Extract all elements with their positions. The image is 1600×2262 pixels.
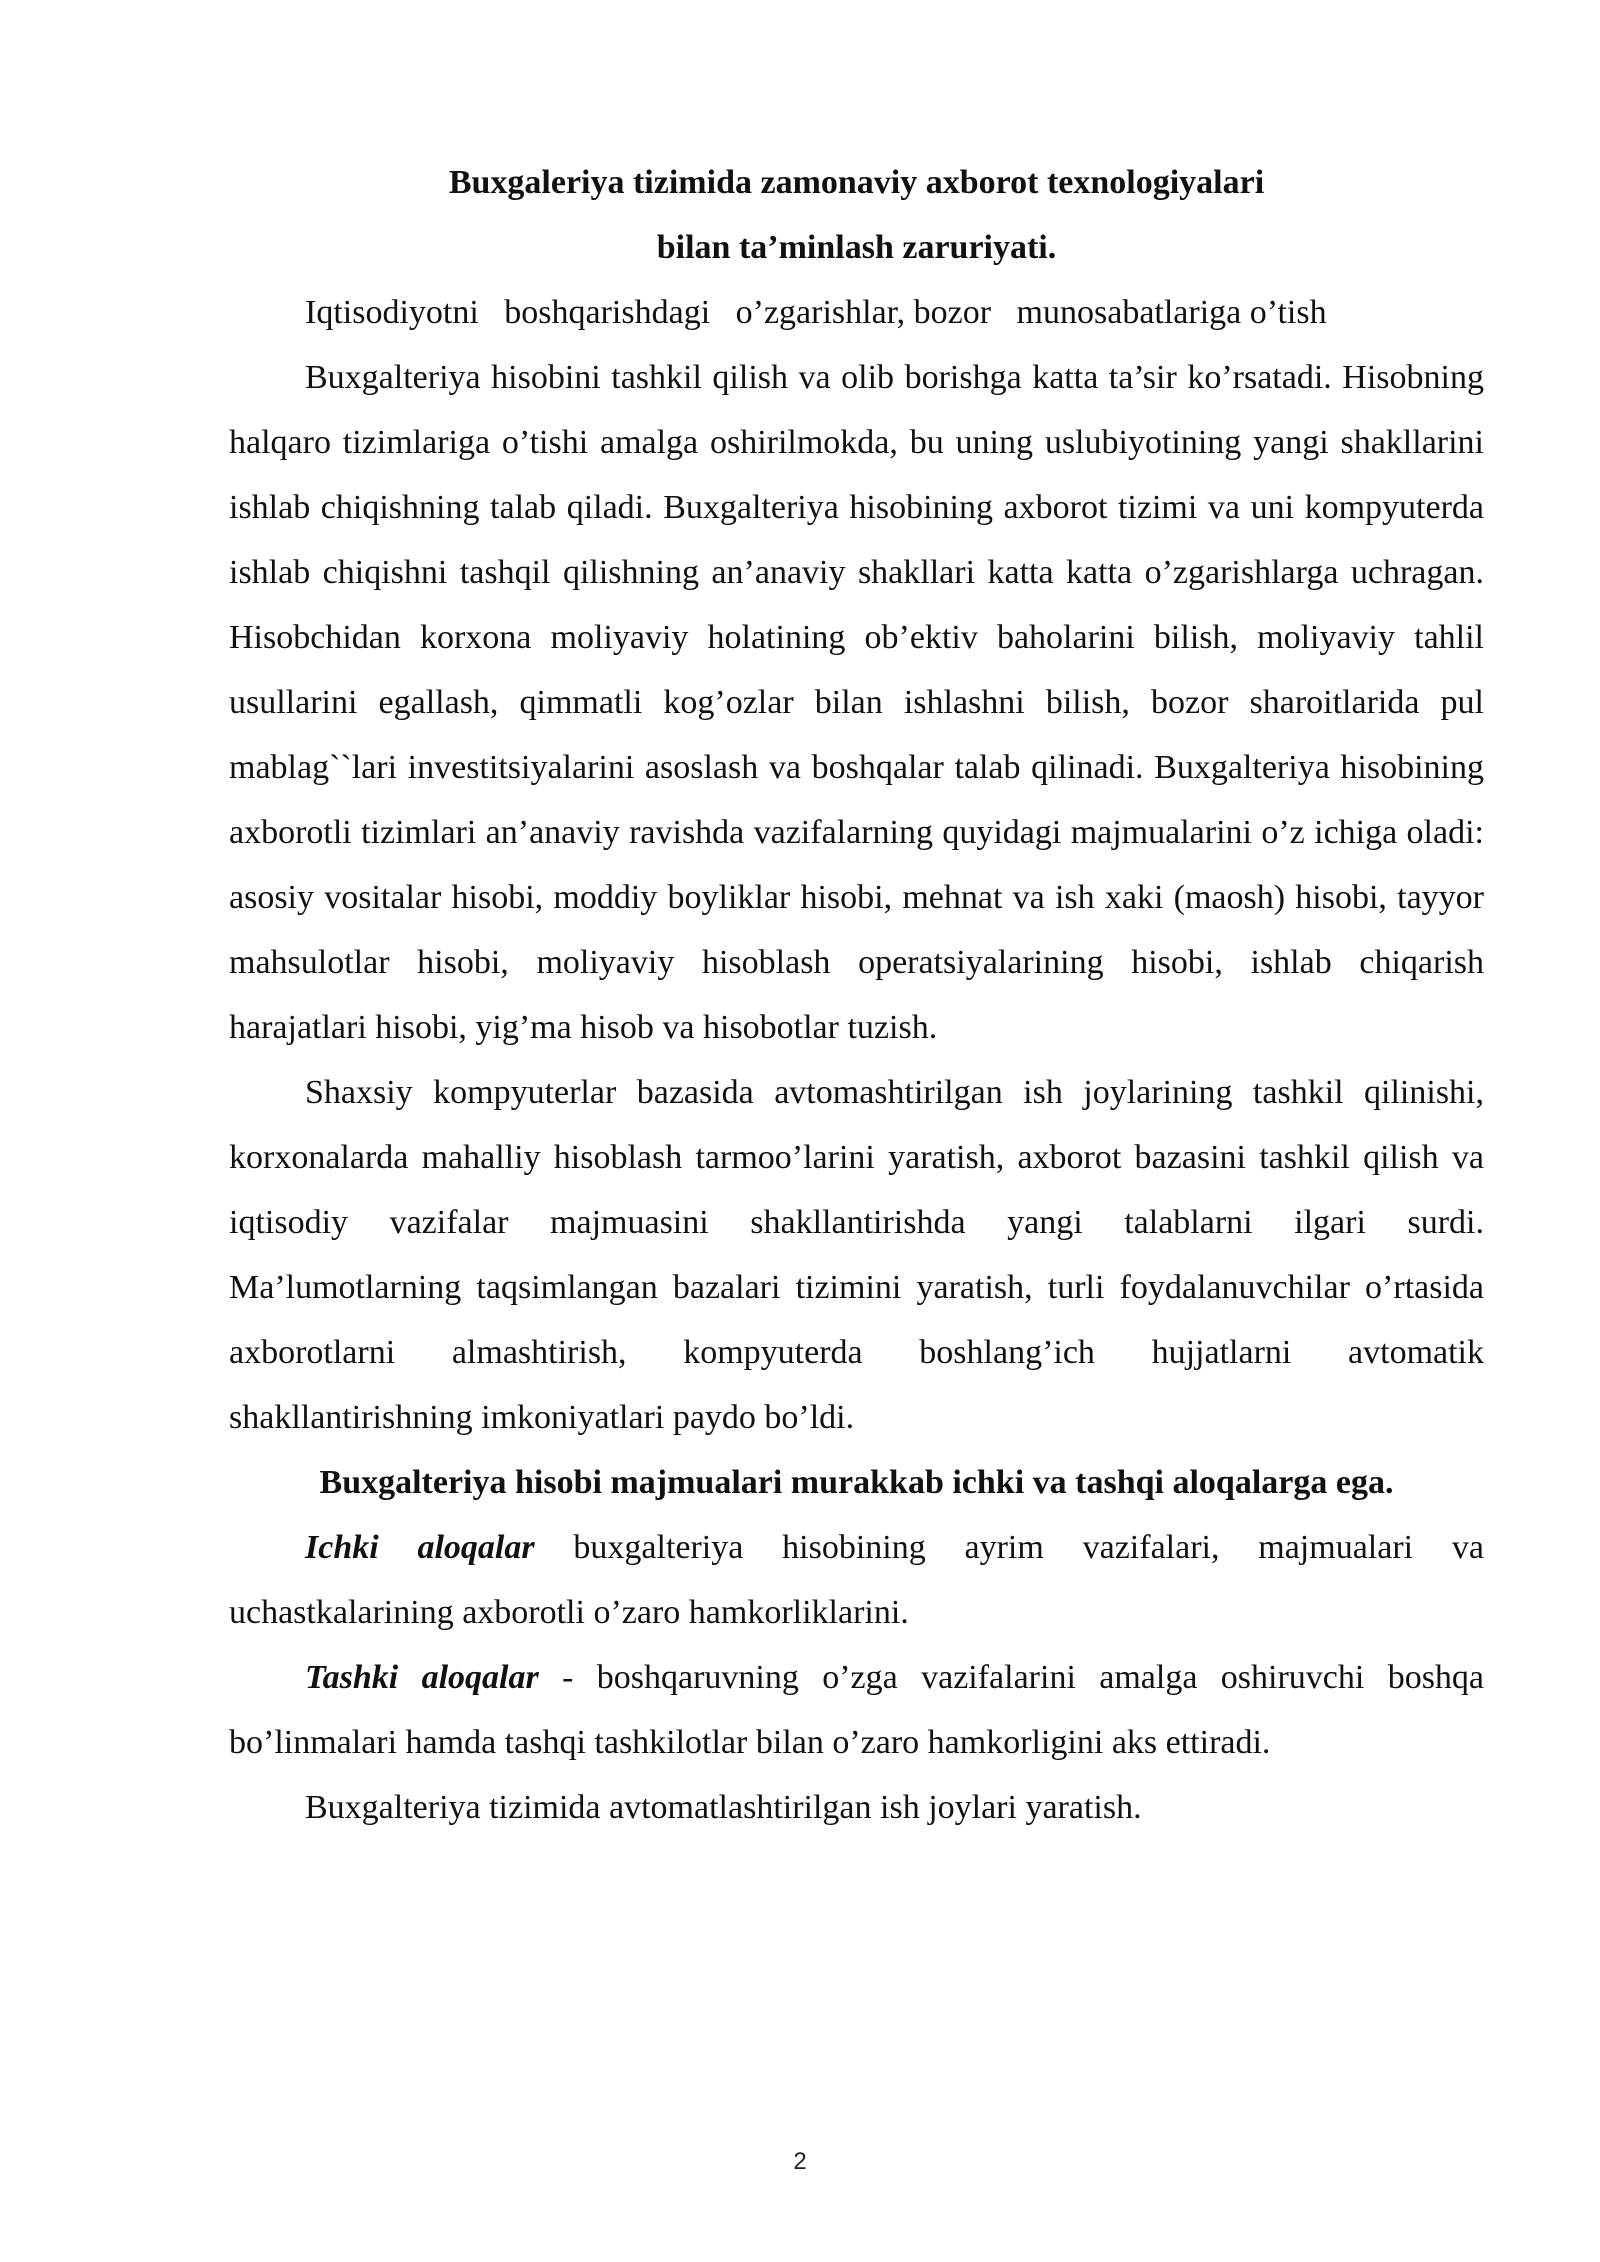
internal-links-text: buxgalteriya hisobining ayrim vazifalari, majmualari va uchastkalarining axborotli o’zaro hamkorliklarini. <box>229 1529 1484 1631</box>
paragraph-workstations: Buxgalteriya tizimida avtomatlashtirilgan ish joylari yaratish. <box>305 1789 1142 1826</box>
document-title-line-1: Buxgaleriya tizimida zamonaviy axborot texnologiyalari <box>448 164 1265 201</box>
paragraph-external-links <box>229 1645 1484 1775</box>
document-page <box>229 150 1484 1840</box>
bold-statement: Buxgalteriya hisobi majmualari murakkab ichki va tashqi aloqalarga ega. <box>319 1464 1394 1501</box>
paragraph-personal-computers: Shaxsiy kompyuterlar bazasida avtomashtirilgan ish joylarining tashkil qilinishi, korxonalarda mahalliy hisoblash tarmoo’larini yaratish, axborot bazasini tashkil qilish va iqtisodiy vazifalar majmuasini shakllantirishda yangi talablarni ilgari surdi. Ma’lumotlarning taqsimlangan bazalari tizimini yaratish, turli foydalanuvchilar o’rtasida axborotlarni almashtirish, kompyuterda boshlang’ich hujjatlarni avtomatik shakllantirishning imkoniyatlari paydo bo’ldi. <box>229 1074 1484 1436</box>
document-title-line-2: bilan ta’minlash zaruriyati. <box>656 229 1057 266</box>
external-links-term: Tashki aloqalar <box>305 1659 539 1696</box>
paragraph-accounting-systems: Buxgalteriya hisobini tashkil qilish va olib borishga katta ta’sir ko’rsatadi. Hisobning halqaro tizimlariga o’tishi amalga oshirilmokda, bu uning uslubiyotining yangi shakllarini ishlab chiqishning talab qiladi. Buxgalteriya hisobining axborot tizimi va uni kompyuterda ishlab chiqishni tashqil qilishning an’anaviy shakllari katta katta o’zgarishlarga uchragan. Hisobchidan korxona moliyaviy holatining ob’ektiv baholarini bilish, moliyaviy tahlil usullarini egallash, qimmatli kog’ozlar bilan ishlashni bilish, bozor sharoitlarida pul mablag``lari investitsiyalarini asoslash va boshqalar talab qilinadi. Buxgalteriya hisobining axborotli tizimlari an’anaviy ravishda vazifalarning quyidagi majmualarini o’z ichiga oladi: asosiy vositalar hisobi, moddiy boyliklar hisobi, mehnat va ish xaki (maosh) hisobi, tayyor mahsulotlar hisobi, moliyaviy hisoblash operatsiyalarining hisobi, ishlab chiqarish harajatlari hisobi, yig’ma hisob va hisobotlar tuzish. <box>229 359 1484 1046</box>
paragraph-intro: Iqtisodiyotni boshqarishdagi o’zgarishlar, bozor munosabatlariga o’tish <box>305 294 1327 331</box>
internal-links-term: Ichki aloqalar <box>305 1529 535 1566</box>
page-number: 2 <box>793 2148 807 2175</box>
external-links-text: - boshqaruvning o’zga vazifalarini amalga oshiruvchi boshqa bo’linmalari hamda tashqi tashkilotlar bilan o’zaro hamkorligini aks ettiradi. <box>229 1659 1485 1761</box>
paragraph-internal-links <box>229 1515 1484 1645</box>
